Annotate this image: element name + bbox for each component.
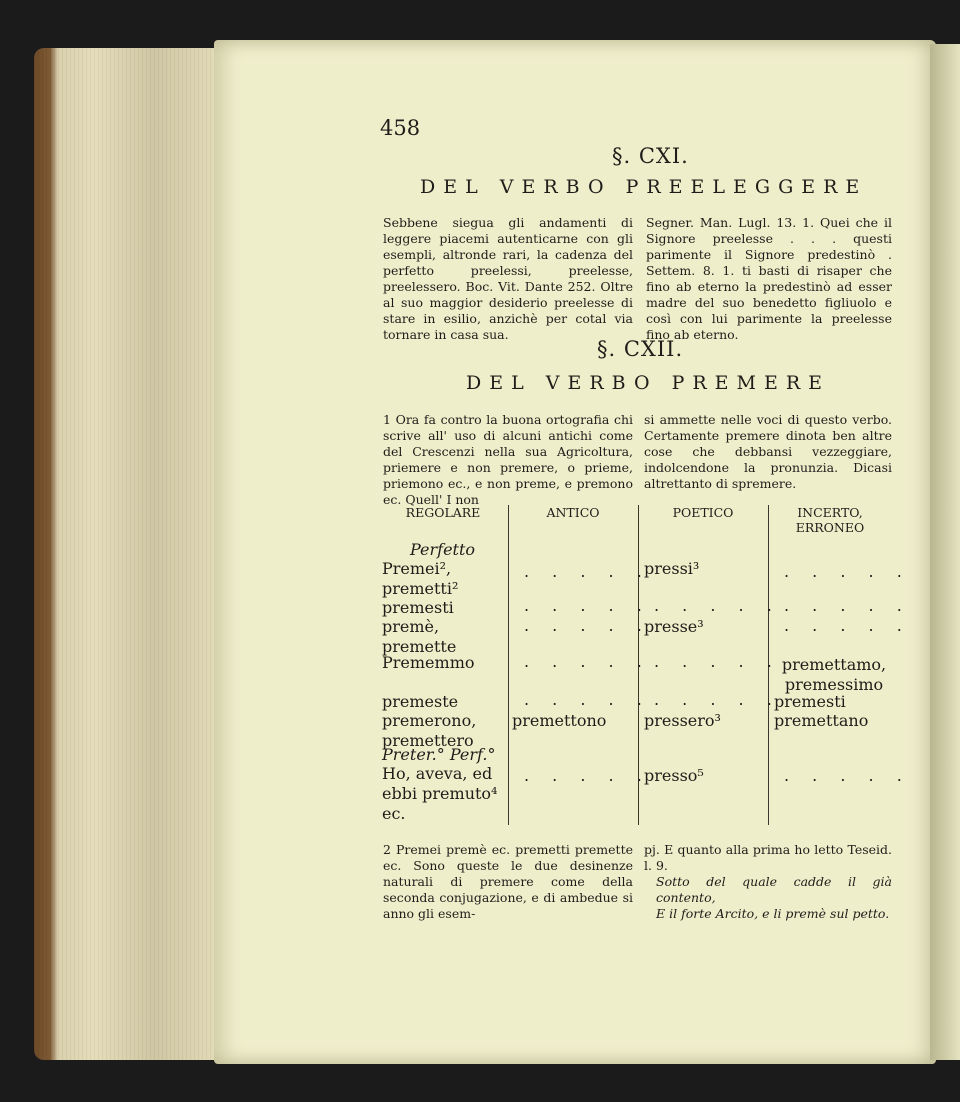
section2-right-text: si ammette nelle voci di questo verbo. Certamente premere dinota ben altre cose che debbansi vezzeggiare, indolcendone la pronunzia. Dicasi altrettanto di spremere. <box>644 412 892 491</box>
cell-regolare: Premei², premetti² <box>382 559 459 598</box>
cell-poetico-dots: . . . . . <box>654 690 781 709</box>
header-poetico: POETICO <box>672 505 734 520</box>
footnote-left-column <box>383 842 633 922</box>
cell-incerto-dots: . . . . . <box>784 766 911 785</box>
cell-poetico: presse³ <box>644 617 704 636</box>
section2-left-column <box>383 412 633 508</box>
section-number-cxi: §. CXI. <box>612 144 689 168</box>
section-title-premere: DEL VERBO PREMERE <box>466 372 831 394</box>
cell-incerto: premettano <box>774 711 869 730</box>
cell-poetico-dots: . . . . . <box>654 596 781 615</box>
cell-regolare: Ho, aveva, ed ebbi premuto⁴ ec. <box>382 764 498 823</box>
cell-regolare: Preter.° Perf.° <box>382 745 496 764</box>
cell-regolare: premeste <box>382 692 459 711</box>
footnote-right-line: pj. E quanto alla prima ho letto Teseid. l. 9. <box>644 842 892 873</box>
cell-poetico: pressi³ <box>644 559 700 578</box>
cell-antico-dots: . . . . . <box>524 690 651 709</box>
section2-right-column <box>644 412 892 492</box>
cell-incerto: premesti <box>774 692 846 711</box>
footnote-verse: E il forte Arcito, e li premè sul petto. <box>656 906 890 921</box>
cell-antico-dots: . . . . . <box>524 616 651 635</box>
footnote-left-text: 2 Premei premè ec. premetti premette ec. Sono queste le due desinenze naturali di premere come della seconda conjugazione, e di ambedue si anno gli esem- <box>383 842 633 921</box>
cell-poetico: presso⁵ <box>644 766 704 785</box>
cell-regolare: premè, premette <box>382 617 457 656</box>
footnote-verse: Sotto del quale cadde il già contento, <box>656 874 892 905</box>
section2-left-text: 1 Ora fa contro la buona ortografia chi scrive all' uso di alcuni antichi come del Crescenzi nella sua Agricoltura, priemere e non premere, o prieme, priemono ec., e non preme, e premono ec. Quell' I non <box>383 412 633 507</box>
section1-left-text: Sebbene siegua gli andamenti di leggere piacemi autenticarne con gli esempli, altronde rari, la cadenza del perfetto preelessi, preelesse, preelessero. Boc. Vit. Dante 252. Oltre al suo maggior desiderio preelesse di stare in esilio, anzichè per cotal via tornare in casa sua. <box>383 215 633 342</box>
cell-antico-dots: . . . . . <box>524 562 651 581</box>
cell-incerto-dots: . . . . . <box>784 596 911 615</box>
cell-antico-dots: . . . . . <box>524 766 651 785</box>
cell-regolare: Perfetto <box>410 540 476 559</box>
book-page-edges <box>34 48 230 1060</box>
header-incerto-erroneo: INCERTO, ERRONEO <box>795 505 865 535</box>
cell-regolare: premerono, premettero <box>382 711 477 750</box>
cell-incerto-dots: . . . . . <box>784 616 911 635</box>
cell-incerto: premettamo, premessimo <box>781 655 887 694</box>
page-number: 458 <box>380 116 421 140</box>
section1-left-column <box>383 215 633 343</box>
cell-incerto-dots: . . . . . <box>784 562 911 581</box>
header-antico: ANTICO <box>546 505 600 520</box>
facing-page-edge <box>930 44 960 1060</box>
cell-poetico-dots: . . . . . <box>654 652 781 671</box>
cell-poetico: pressero³ <box>644 711 721 730</box>
column-rule <box>508 505 509 825</box>
cell-antico-dots: . . . . . <box>524 652 651 671</box>
cell-antico-dots: . . . . . <box>524 596 651 615</box>
section1-right-text: Segner. Man. Lugl. 13. 1. Quei che il Signore preelesse . . . questi parimente il Signore predestinò . Settem. 8. 1. ti basti di risaper che fino ab eterno la predestinò ad esser madre del suo benedetto figliuolo e così con lui parimente la preelesse fino ab eterno. <box>646 215 892 342</box>
section-number-cxii: §. CXII. <box>597 337 684 361</box>
cell-regolare: Prememmo <box>382 653 475 672</box>
section1-right-column <box>646 215 892 343</box>
section-title-preeleggere: DEL VERBO PREELEGGERE <box>420 176 868 198</box>
cell-antico: premettono <box>512 711 607 730</box>
cell-regolare: premesti <box>382 598 454 617</box>
header-regolare: REGOLARE <box>405 505 481 520</box>
footnote-right-column <box>644 842 892 922</box>
